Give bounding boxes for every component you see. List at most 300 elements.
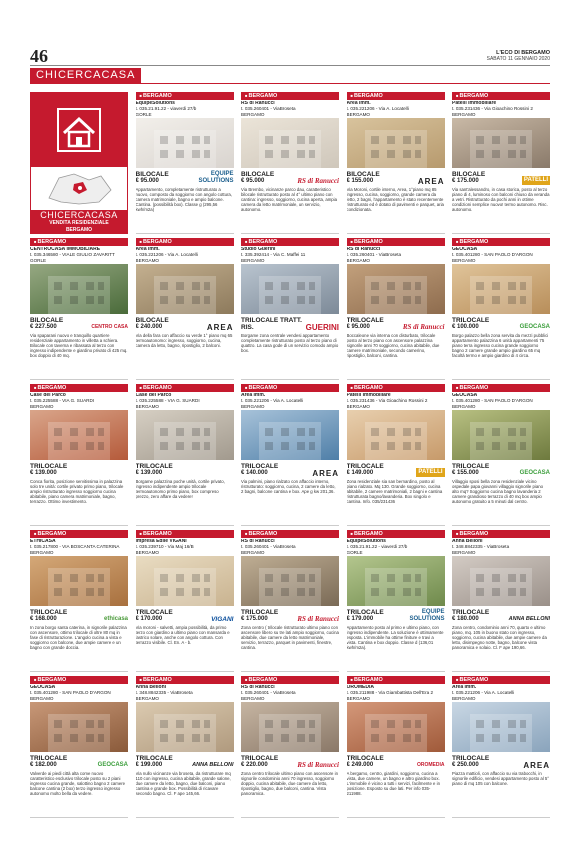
property-description: Zona residenziale sia san bernardino, posto al piano rialzato. Mq 130. Grande soggiorno, cucina abitabile, 2 camere matrimoniali, 2 bagni e cantina ristrutturata bagno/lavanderia. Box singolo e cantina. Info. 035/231436 [346, 479, 443, 505]
building-icon [241, 702, 339, 752]
property-type: TRILOCALE [346, 463, 384, 470]
property-price: € 175.000 [452, 178, 479, 184]
property-price: € 100.000 [452, 324, 479, 330]
agency-contact: t. 035.260401 - ViaBroseta [346, 252, 402, 258]
property-description: Appartamento, completamente ristrutturato a nuovo, composto da soggiorno con angolo cottura, camera matrimoniale, bagno e ampio balcone. Cantina. (possibilità box). Classe g (295,56 kwh/m2a) [135, 187, 233, 213]
featured-title: CHICERCACASA [40, 210, 118, 220]
agency-contact: t. 035.401280 - SAN PAOLO D'ARGON [452, 252, 533, 258]
property-photo[interactable] [347, 264, 445, 314]
property-type: BILOCALE [135, 317, 169, 324]
property-photo[interactable] [452, 410, 550, 460]
city-tag: ■ BERGAMO [136, 92, 234, 100]
building-icon [452, 410, 550, 460]
price-row [241, 754, 339, 769]
property-price: € 140.000 [241, 470, 268, 476]
agency-contact: t. 035.231436 - Via Gioachino Rossini 2 [452, 106, 533, 112]
agency-name: RS di Ranucci [241, 101, 275, 106]
type-price [452, 609, 489, 623]
agency-logo: CENTRO CASA [91, 324, 128, 330]
agency-name: GEOCASA [452, 247, 478, 252]
property-description: Via sant'alessandro, in casa storica, posto al terzo piano di 4, luminoso con balconi chiuso da veranda a vetri. Ristrutturato da pochi anni in ottime condizioni semplice nuovo! termo autonomo. Risc. autonomo. [452, 187, 550, 213]
property-type: TRILOCALE [346, 755, 384, 762]
price-row [136, 754, 234, 769]
listing-card[interactable] [452, 676, 550, 818]
listing-card[interactable] [452, 384, 550, 526]
property-photo[interactable] [241, 118, 339, 168]
property-description: Borgame zona centrale vendesi appartamento completamente ristrutturato posto al terzo piano di quattro. La casa gode di un servizio comodo ampio box. [241, 333, 339, 354]
property-description: Via moroni - salvetti, ampia possibilità, da primo terzo con giardino a ultimo piano con mansarda e lastrico solare, anche con angolo cottura. Con terrazzo visibile. Cl. En. A - b. [135, 625, 230, 646]
agency-info [452, 101, 550, 117]
price-row [30, 754, 128, 769]
building-icon [241, 264, 339, 314]
property-price: € 168.000 [30, 616, 57, 622]
agency-locality: BERGAMO [452, 403, 476, 409]
property-price: € 182.000 [30, 762, 57, 768]
listing-card[interactable] [347, 530, 445, 672]
agency-name: RS di Ranucci [241, 685, 275, 690]
agency-info [136, 539, 234, 555]
agency-contact: t. 035.260401 - ViaBroseta [241, 544, 296, 550]
masthead [487, 50, 550, 62]
city-tag: ■ BERGAMO [30, 676, 128, 684]
agency-contact: t. 035.260401 - ViaBroseta [241, 106, 296, 112]
type-price [241, 171, 274, 185]
price-row [452, 170, 550, 185]
agency-locality: BERGAMO [346, 257, 370, 263]
listing-card[interactable] [347, 92, 445, 234]
listings-grid [30, 92, 550, 822]
price-row [30, 316, 128, 331]
property-description: Appartamento posto al primo e ultimo piano, con ingresso indipendente. La soluzione è ottimamente esposta. L'immobile ha ottime finiture e travi a vista. Cantina e box doppio. Classe d (136,01 kwh/m2a). [346, 625, 444, 651]
property-photo[interactable] [30, 264, 128, 314]
agency-name: Patelli Immobiliare [452, 101, 497, 106]
agency-name: ETHICASA [30, 539, 56, 544]
city-tag: ■ BERGAMO [136, 238, 234, 246]
building-icon [347, 410, 445, 460]
listing-card[interactable] [30, 530, 128, 672]
agency-locality: BERGAMO [452, 695, 476, 701]
city-tag: ■ BERGAMO [452, 238, 550, 246]
property-price: € 179.000 [346, 616, 374, 622]
type-price [30, 755, 67, 769]
house-logo [31, 93, 127, 167]
agency-logo: RS di Ranucci [402, 323, 445, 331]
agency-contact: t. 035.401280 - SAN PAOLO D'ARGON [452, 398, 533, 404]
issue-date: SABATO 11 GENNAIO 2020 [486, 56, 550, 62]
map-icon [39, 168, 119, 208]
price-row [452, 316, 550, 331]
agency-contact: t. 035.221206 - Via A. Locatelli [135, 252, 198, 258]
type-price [452, 171, 485, 185]
city-tag: ■ BERGAMO [241, 238, 339, 246]
listing-card[interactable] [452, 238, 550, 380]
agency-locality: BERGAMO [346, 111, 370, 117]
listing-card[interactable] [30, 676, 128, 818]
property-price: € 249.000 [346, 762, 374, 768]
property-type: TRILOCALE [30, 463, 68, 470]
agency-info [30, 393, 128, 409]
section-rule [30, 83, 550, 84]
property-type: TRILOCALE [452, 463, 490, 470]
agency-info [452, 539, 550, 555]
listing-card[interactable] [241, 92, 339, 234]
page-number: 46 [30, 46, 48, 66]
agency-name: EquipeSolutions [346, 539, 386, 544]
property-description: Zona centro, condominio anni 70, quarto e ultimo piano, mq. 105 in buono stato con ingresso, soggiorno, cucina abitabile, due ampie camere da letto, disimpegno notte, bagno, balcone vista panoramica e solaio. Cl. F ape 190,66. [452, 625, 547, 651]
listing-card[interactable] [136, 530, 234, 672]
city-tag: ■ BERGAMO [136, 530, 234, 538]
property-photo[interactable] [347, 410, 445, 460]
price-row [347, 462, 445, 477]
building-icon [136, 264, 234, 314]
agency-name: Area Imm. [135, 247, 160, 252]
agency-info [452, 685, 550, 701]
property-photo[interactable] [452, 118, 550, 168]
building-icon [347, 556, 445, 606]
property-description: Via spaparani nuovo e tranquillo quartiere residenziale appartamento in villetta a schiera. Bilocale con taverna e ribassata al terzo con ingresso indipendente e giardino privato di 425 mq. box doppio di 40 mq. [30, 333, 128, 359]
featured-caption [31, 210, 127, 233]
property-description: Via della fara con affaccio su verde 1° piano mq 65 termoautonomo: ingresso, soggiorno, cucina, camera da letto, bagno, ripostiglio, 2 balconi. [135, 333, 233, 349]
property-photo[interactable] [136, 410, 234, 460]
listing-card[interactable] [30, 238, 128, 380]
property-photo[interactable] [241, 410, 339, 460]
listing-card[interactable] [347, 238, 445, 380]
price-row [347, 608, 445, 623]
property-price: € 149.000 [346, 470, 374, 476]
listing-card[interactable] [347, 384, 445, 526]
property-price: € 227.500 [30, 324, 57, 330]
agency-name: Anna Belloni [135, 685, 167, 690]
agency-name: EquipeSolutions [135, 101, 175, 106]
agency-info [347, 247, 445, 263]
property-description: Via nullo vicinanze via broseta, da ristrutturare mq 110 con ingresso, cucina abitabile, grande salone, due camere da letto, bagno, due balconi, piano cantina e grande box. Possibilità di ricavare secondo bagno. Cl. F ape 145,66. [135, 771, 231, 797]
price-row [241, 316, 339, 331]
listing-card[interactable] [241, 238, 339, 380]
type-price [136, 463, 173, 477]
price-row [241, 462, 339, 477]
agency-name: Area Imm. [241, 393, 266, 398]
building-icon [30, 410, 128, 460]
agency-contact: t. 035.221206 - Via A. Locatelli [241, 398, 304, 404]
agency-locality: BERGAMO [452, 549, 476, 555]
agency-contact: t. 035.239710 - Via Maj 16/B [135, 544, 194, 550]
agency-locality: BERGAMO [241, 549, 265, 555]
agency-logo: PATELLI [523, 177, 548, 183]
property-price: € 240.000 [135, 324, 163, 330]
agency-locality: BERGAMO [452, 257, 476, 263]
property-description: Via Brembo, vicinanze parco dau, caratteristico bilocale ristrutturato posto al 4° ultimo piano con cantina: ingresso, soggiorno, cucina aperta, ampia camera da letto matrimoniale, un servizio, autonomo. [241, 187, 338, 213]
type-price [30, 609, 67, 623]
header-rule [30, 65, 550, 66]
agency-locality: GORLE [135, 111, 152, 117]
price-row [30, 608, 128, 623]
property-price: € 139.000 [135, 470, 163, 476]
property-description: Borgo palazzo bella zona servita da mezzi pubblici appartamento palazzina 6 unità appartamenti 75 piano terra ingresso cucina grande soggiorno bagno 2 camere grande ampio giardino 65 mq facoltà termo e ampio giardino di 4 circa. [452, 333, 549, 359]
property-price: € 95.000 [241, 178, 265, 184]
agency-contact: t. 035.221206 - Via A. Locatelli [346, 106, 409, 112]
agency-contact: t. 335.392414 - Via C. Maffei 11 [241, 252, 306, 258]
city-tag: ■ BERGAMO [452, 676, 550, 684]
agency-info [241, 101, 339, 117]
city-tag: ■ BERGAMO [30, 530, 128, 538]
property-price: € 95.000 [135, 178, 159, 184]
property-description: Conca fiorita, posizione servitissima in palazzina solo tre unità: cortile privato primo piano, trilocale ampio ristrutturato ingresso soggiorno cucina abitabile, piano camera matrimoniale, bagno, terrazzo. Ottimo investimento. [30, 479, 124, 505]
property-type: TRILOCALE [452, 755, 490, 762]
property-type: BILOCALE [452, 171, 486, 178]
agency-info [241, 685, 339, 701]
agency-info [30, 247, 128, 263]
listing-card[interactable] [241, 530, 339, 672]
property-description: Piazza mattioli, con affaccio su via trabocchi, in signorile edificio, vendesi appartamento posto al 5° piano di mq 105 con balcone. [452, 771, 550, 787]
listing-card[interactable] [241, 676, 339, 818]
agency-contact: t. 348.8842335 - ViaBroseta [135, 690, 193, 696]
city-tag: ■ BERGAMO [452, 530, 550, 538]
house-icon [54, 105, 104, 155]
city-tag: ■ BERGAMO [347, 676, 445, 684]
type-price [347, 171, 380, 185]
agency-info [452, 393, 550, 409]
listing-card[interactable] [136, 676, 234, 818]
building-icon [136, 556, 234, 606]
building-icon [136, 410, 234, 460]
agency-info [347, 101, 445, 117]
type-price [136, 171, 169, 185]
property-type: TRILOCALE TRATT. RIS. [241, 317, 302, 331]
agency-contact: t. 035.231436 - Via Gioachino Rossini 2 [346, 398, 428, 404]
agency-name: Area Imm. [452, 685, 477, 690]
price-row [136, 462, 234, 477]
agency-info [347, 539, 445, 555]
agency-name: Patelli Immobiliare [346, 393, 391, 398]
property-price: € 180.000 [452, 616, 479, 622]
featured-banner [30, 92, 128, 234]
property-price: € 220.000 [241, 762, 268, 768]
property-description: Valverde ai piedi città alta come nuovo caratteristico esclusivo trilocale posto su 2 piani ingresso cucina grande, salottino bagno 2 camere balcone cantina (2 box) terzo ingresso ingresso autonomo molto bella da vedere. [30, 771, 126, 797]
property-photo[interactable] [30, 556, 128, 606]
agency-logo: ANNA BELLONI [508, 616, 550, 622]
agency-name: OROMEDIA [346, 685, 374, 690]
property-photo[interactable] [136, 118, 234, 168]
building-icon [241, 410, 339, 460]
price-row [452, 462, 550, 477]
city-tag: ■ BERGAMO [347, 384, 445, 392]
property-description: Boccaleone via interna con disturbato, trilocale posto al terzo piano con ascensore palazzina signorile anni 70 soggiorno, cucina abitabile, due camere matrimoniale, secondo camerino, ripostiglio, balconi, cantina. [346, 333, 440, 359]
agency-contact: t. 035.21.91.22 - viaverdi 27/b [346, 544, 408, 550]
property-price: € 175.000 [241, 616, 268, 622]
agency-logo: AREA [523, 761, 550, 770]
agency-info [136, 685, 234, 701]
listing-card[interactable] [347, 676, 445, 818]
agency-logo: AREA [206, 323, 234, 332]
agency-name: GEOCASA [30, 685, 56, 690]
property-photo[interactable] [347, 118, 445, 168]
agency-contact: t. 348.8842335 - ViaBroseta [452, 544, 510, 550]
agency-name: RS di Ranucci [241, 539, 275, 544]
building-icon [347, 702, 445, 752]
agency-info [347, 685, 445, 701]
property-type: TRILOCALE [346, 609, 384, 616]
property-photo[interactable] [241, 264, 339, 314]
property-type: TRILOCALE [241, 609, 279, 616]
city-tag: ■ BERGAMO [241, 676, 339, 684]
agency-locality: BERGAMO [30, 695, 54, 701]
agency-logo: AREA [312, 469, 339, 478]
city-tag: ■ BERGAMO [136, 676, 234, 684]
agency-logo: ANNA BELLONI [192, 762, 234, 768]
type-price [241, 609, 278, 623]
price-row [30, 462, 128, 477]
price-row [347, 316, 445, 331]
agency-logo: RS di Ranucci [297, 615, 339, 623]
agency-logo: GEOCASA [519, 324, 550, 330]
agency-logo: GUERINI [305, 323, 339, 332]
listing-card[interactable] [136, 384, 234, 526]
property-description: Zona centro trilocale ultimo piano con ascensore in signorile condominio anni 70 ingresso, soggiorno doppio, cucina abitabile, due camere da letto, ripostiglio, bagno, due balconi, cantina. Vista panoramica. [241, 771, 338, 797]
property-description: Via palmini, piano rialzato con affaccio interno, ristrutturato: soggiorno, cucina, 2 camere da letto, 2 bagni, balcone cantina e box. Ape g kw 201,36. [241, 479, 336, 495]
type-price [452, 463, 489, 477]
price-row [136, 170, 234, 185]
agency-contact: t. 035.211988 - Via Giambattista Dell'Era 2 [346, 690, 434, 696]
listing-card[interactable] [452, 92, 550, 234]
agency-name: CENTROCASA IMMOBILIARE [30, 247, 101, 252]
agency-logo: OROMEDIA [417, 762, 445, 768]
agency-name: GEOCASA [452, 393, 478, 398]
building-icon [452, 264, 550, 314]
agency-logo: GEOCASA [519, 470, 550, 476]
agency-name: Anna Belloni [452, 539, 483, 544]
agency-contact: t. 035.401280 - SAN PAOLO D'ARGON [30, 690, 111, 696]
building-icon [452, 702, 550, 752]
agency-contact: t. 035.221206 - Via A. Locatelli [452, 690, 515, 696]
property-photo[interactable] [241, 556, 339, 606]
agency-info [30, 685, 128, 701]
agency-logo: AREA [417, 177, 445, 186]
property-photo[interactable] [452, 702, 550, 752]
property-type: BILOCALE [30, 317, 64, 324]
listing-card[interactable] [452, 530, 550, 672]
agency-logo: ethicasa [103, 616, 128, 622]
type-price [136, 609, 173, 623]
agency-locality: BERGAMO [135, 695, 159, 701]
property-photo[interactable] [30, 702, 128, 752]
property-type: BILOCALE [135, 171, 169, 178]
building-icon [136, 702, 234, 752]
listing-card[interactable] [241, 384, 339, 526]
property-description: Zona centro ( trilocale ristrutturato ultimo piano con ascensore libero su tre lati ampio soggiorno, cucina abitabile, due camere da letto matrimoniale, servizio, terrazzo, parquet in pavimenti, finestre, cantina. [241, 625, 339, 651]
property-photo[interactable] [136, 264, 234, 314]
agency-logo: RS di Ranucci [297, 177, 339, 185]
agency-locality: BERGAMO [30, 403, 54, 409]
city-tag: ■ BERGAMO [30, 384, 128, 392]
building-icon [241, 118, 339, 168]
agency-info [241, 539, 339, 555]
listing-card[interactable] [136, 238, 234, 380]
city-tag: ■ BERGAMO [347, 238, 445, 246]
agency-locality: GORLE [30, 257, 47, 263]
type-price [241, 755, 278, 769]
agency-logo: EQUIPE SOLUTIONS [409, 609, 445, 622]
agency-contact: t. 035.260401 - ViaBroseta [241, 690, 296, 696]
agency-locality: BERGAMO [135, 403, 159, 409]
property-photo[interactable] [347, 702, 445, 752]
agency-locality: BERGAMO [241, 403, 265, 409]
agency-locality: GORLE [346, 549, 363, 555]
building-icon [347, 264, 445, 314]
property-type: TRILOCALE [452, 609, 490, 616]
type-price [136, 755, 173, 769]
featured-line1: VENDITA RESIDENZIALE [49, 220, 109, 226]
agency-logo: PATELLI [418, 469, 443, 475]
agency-locality: BERGAMO [241, 111, 265, 117]
property-price: € 155.000 [452, 470, 479, 476]
agency-logo: EQUIPE SOLUTIONS [198, 171, 234, 184]
agency-locality: BERGAMO [452, 111, 476, 117]
property-price: € 139.000 [30, 470, 57, 476]
property-price: € 250.000 [452, 762, 479, 768]
listing-card[interactable] [30, 384, 128, 526]
property-description: Via Moroni, cortile interno, Area, 1°piano mq 85 ingresso, cucina, soggiorno, grande camera da letto, 2 bagni, l'appartamento è stato recentemente ristrutturato ed è dotato di pavimenti e parquet, aria condizionata. [346, 187, 444, 213]
agency-name: RS di Ranucci [346, 247, 381, 252]
property-type: TRILOCALE [30, 609, 68, 616]
agency-info [241, 393, 339, 409]
property-photo[interactable] [347, 556, 445, 606]
price-row [347, 754, 445, 769]
agency-contact: t. 035.346580 - VIALE GIULIO ZAVARITT [30, 252, 115, 258]
city-tag: ■ BERGAMO [30, 238, 128, 246]
property-description: Villaggio sposi bella zona residenziale vicino ospedale papa giovanni villaggio signorile piano alto mq? Soggiorno cucina bagno lavanderia 2 camere grandioso terrazzo di 40 mq box ampio autonomo gratuito a 5 minuti dal centro. [452, 479, 544, 505]
type-price [30, 463, 67, 477]
type-price [136, 317, 169, 331]
agency-logo: RS di Ranucci [297, 761, 339, 769]
city-tag: ■ BERGAMO [241, 92, 339, 100]
price-row [452, 754, 550, 769]
listing-card[interactable] [136, 92, 234, 234]
type-price [347, 463, 384, 477]
property-photo[interactable] [136, 702, 234, 752]
agency-logo: VIGANI [211, 616, 234, 623]
type-price [452, 755, 489, 769]
agency-contact: t. 035.217800 - VIA BOSCANTA CATERINA [30, 544, 120, 550]
property-photo[interactable] [136, 556, 234, 606]
agency-locality: BERGAMO [30, 549, 54, 555]
map-area [31, 167, 127, 210]
property-photo[interactable] [30, 410, 128, 460]
agency-locality: BERGAMO [346, 403, 370, 409]
section-title: CHICERCACASA [30, 68, 141, 83]
property-description: In zona borgo santa caterina, in signorile palazzina con ascensore, ottimo trilocale di oltre 80 mq in fase di ristrutturazione. L'angolo cucina a vista e soggiorno con balcone, due ampie camere e un bagno con grande doccia. [30, 625, 127, 651]
property-price: € 199.000 [135, 762, 163, 768]
property-photo[interactable] [241, 702, 339, 752]
agency-locality: BERGAMO [241, 695, 265, 701]
building-icon [30, 264, 128, 314]
city-tag: ■ BERGAMO [241, 530, 339, 538]
city-tag: ■ BERGAMO [452, 92, 550, 100]
agency-name: Case del Parco [135, 393, 172, 398]
price-row [347, 170, 445, 185]
building-icon [347, 118, 445, 168]
agency-contact: t. 035.225588 - VIA G. SUARDI [30, 398, 95, 404]
type-price [30, 317, 63, 331]
agency-contact: t. 035.225588 - VIA G. SUARDI [135, 398, 200, 404]
property-photo[interactable] [452, 264, 550, 314]
property-type: TRILOCALE [241, 755, 279, 762]
type-price [347, 609, 384, 623]
property-type: TRILOCALE [30, 755, 68, 762]
property-type: TRILOCALE [241, 463, 279, 470]
property-price: € 170.000 [135, 616, 163, 622]
property-photo[interactable] [452, 556, 550, 606]
city-tag: ■ BERGAMO [347, 92, 445, 100]
